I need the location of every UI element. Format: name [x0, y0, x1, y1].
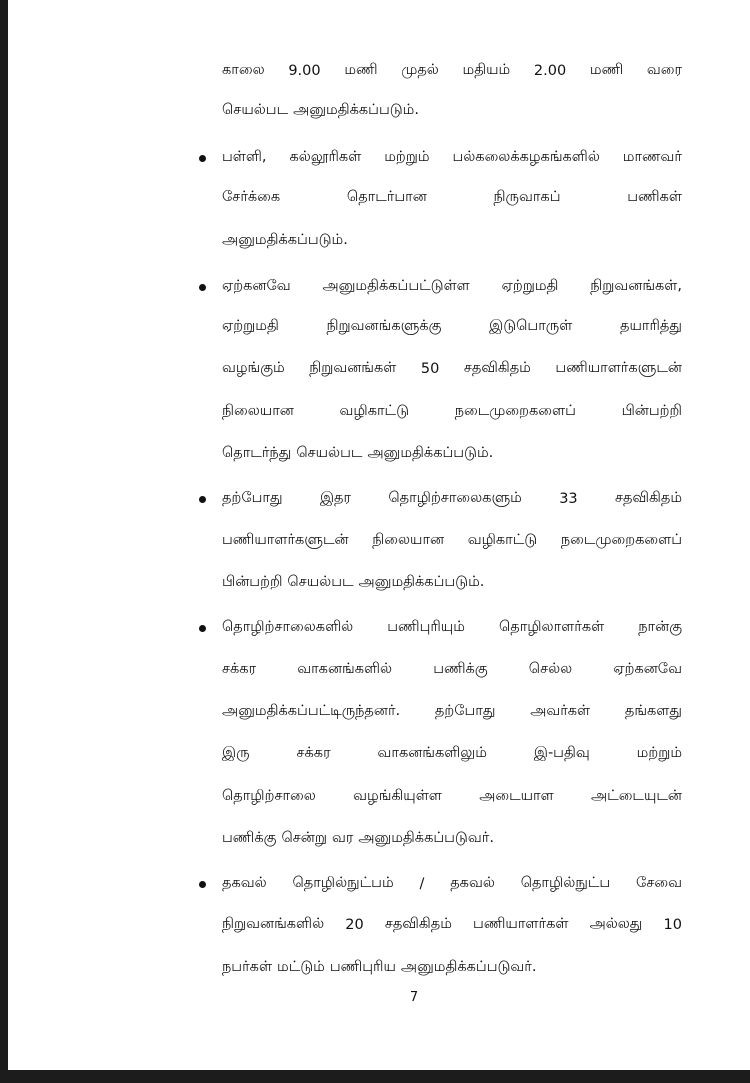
bullet-point — [199, 881, 206, 888]
word: வரை — [646, 62, 682, 78]
word: அனுமதிக்கப்பட்டிருந்தனர். — [222, 703, 401, 719]
text-line — [222, 825, 682, 853]
word: செயல்பட — [296, 445, 363, 461]
word: அல்லது — [589, 916, 643, 932]
word: நிறுவனங்கள், — [590, 278, 682, 294]
bullet-point — [199, 496, 206, 503]
text-line — [222, 527, 682, 555]
text-line — [222, 273, 682, 301]
text-line — [222, 870, 682, 898]
text-line — [222, 614, 682, 642]
page-number: 7 — [409, 990, 419, 1005]
word: தற்போது — [222, 490, 283, 506]
text-line — [222, 355, 682, 383]
word: சக்கர — [222, 661, 257, 677]
word: தற்போது — [434, 703, 496, 719]
word: வழங்கும் — [222, 360, 285, 376]
text-line — [222, 97, 682, 125]
word: நான்கு — [638, 619, 682, 635]
word: மணி — [344, 62, 378, 78]
word: ஏற்றுமதி — [222, 318, 279, 334]
word: அனுமதிக்கப்படும். — [367, 445, 494, 461]
word: 33 — [559, 491, 578, 507]
text-line — [222, 57, 682, 85]
text-line — [222, 783, 682, 811]
word: அனுமதிக்கப்படும். — [222, 232, 348, 248]
bullet-point — [199, 284, 206, 291]
word: வழிகாட்டு — [339, 403, 410, 419]
word: அனுமதிக்கப்படும். — [293, 102, 419, 118]
word: பல்கலைக்கழகங்களில் — [452, 149, 600, 165]
word: 10 — [663, 917, 682, 933]
word: நடைமுறைகளைப் — [454, 403, 576, 419]
word: பணியாளர்களுடன் — [555, 360, 682, 376]
word: சேவை — [636, 875, 682, 891]
word: மட்டும் — [277, 959, 325, 975]
text-line — [222, 398, 682, 426]
word: நடைமுறைகளைப் — [560, 532, 682, 548]
word: இ-பதிவு — [533, 745, 590, 761]
word: தங்களது — [624, 703, 682, 719]
word: தொழிற்சாலைகளும் — [388, 490, 522, 506]
word: சக்கர — [296, 745, 331, 761]
word: நிருவாகப் — [493, 189, 561, 205]
word: பணிகள் — [627, 189, 682, 205]
text-line — [222, 313, 682, 341]
word: சென்று — [281, 830, 327, 846]
word: தொடர்ந்து — [222, 445, 292, 461]
word: அவர்கள் — [530, 703, 591, 719]
word: நபர்கள் — [222, 959, 273, 975]
word: தகவல் — [450, 875, 495, 891]
word: நிலையான — [222, 403, 294, 419]
word: ஏற்றுமதி — [501, 278, 559, 294]
document-page — [8, 0, 750, 1070]
word: மணி — [589, 62, 624, 78]
text-line — [222, 911, 682, 939]
word: 50 — [420, 361, 440, 377]
word: பணிபுரிய — [329, 959, 396, 975]
word: செல்ல — [528, 661, 573, 677]
word: வாகனங்களிலும் — [377, 745, 487, 761]
word: தொழிலாளர்கள் — [498, 619, 605, 635]
text-line — [222, 485, 682, 513]
word: 2.00 — [533, 63, 567, 79]
word: தயாரித்து — [620, 318, 682, 334]
word: சதவிகிதம் — [615, 490, 682, 506]
word: தொழிற்சாலைகளில் — [222, 619, 354, 635]
bullet-point — [199, 625, 206, 632]
word: 20 — [345, 917, 364, 933]
word: இதர — [319, 490, 351, 506]
word: வழிகாட்டு — [467, 532, 538, 548]
word: நிறுவனங்கள் — [309, 360, 397, 376]
word: தொடர்பான — [346, 189, 427, 205]
word: மற்றும் — [384, 149, 430, 165]
word: தொழிற்சாலை — [222, 788, 316, 804]
word: செயல்பட — [287, 574, 354, 590]
word: தகவல் — [222, 875, 267, 891]
word: பின்பற்றி — [621, 403, 682, 419]
word: அனுமதிக்கப்பட்டுள்ள — [322, 278, 470, 294]
text-line — [222, 698, 682, 726]
word: நிலையான — [372, 532, 445, 548]
word: அனுமதிக்கப்படும். — [358, 574, 485, 590]
word: நிறுவனங்களுக்கு — [326, 318, 442, 334]
word: பள்ளி, — [222, 149, 267, 165]
word: பின்பற்றி — [222, 574, 283, 590]
word: பணிக்கு — [222, 830, 277, 846]
word: அனுமதிக்கப்படுவர். — [400, 959, 537, 975]
text-line — [222, 740, 682, 768]
text-line — [222, 954, 682, 982]
word: அனுமதிக்கப்படுவர். — [358, 830, 494, 846]
word: மற்றும் — [636, 745, 682, 761]
word: 9.00 — [288, 63, 321, 79]
word: இடுபொருள் — [489, 318, 573, 334]
word: தொழில்நுட்ப — [520, 875, 611, 891]
word: மாணவர் — [622, 149, 682, 165]
word: சதவிகிதம் — [384, 916, 452, 932]
word: வர — [331, 830, 354, 846]
word: அடையாள — [479, 788, 554, 804]
word: காலை — [222, 62, 265, 78]
word: இரு — [222, 745, 250, 761]
text-line — [222, 144, 682, 172]
word: பணியாளர்கள் — [473, 916, 569, 932]
word: மதியம் — [462, 62, 511, 78]
word: வழங்கியுள்ள — [353, 788, 442, 804]
viewer-bottom-bar — [0, 1070, 750, 1083]
text-line — [222, 440, 682, 468]
word: செயல்பட — [222, 102, 289, 118]
word: / — [419, 876, 425, 892]
word: கல்லூரிகள் — [289, 149, 362, 165]
word: முதல் — [401, 62, 439, 78]
text-line — [222, 184, 682, 212]
word: பணியாளர்களுடன் — [222, 532, 349, 548]
word: நிறுவனங்களில் — [222, 916, 325, 932]
word: சேர்க்கை — [222, 189, 281, 205]
word: தொழில்நுட்பம் — [292, 875, 394, 891]
word: பணிபுரியும் — [387, 619, 465, 635]
word: அட்டையுடன் — [591, 788, 682, 804]
word: ஏற்கனவே — [222, 278, 291, 294]
word: சதவிகிதம் — [463, 360, 531, 376]
bullet-point — [199, 155, 206, 162]
word: வாகனங்களில் — [297, 661, 393, 677]
word: பணிக்கு — [433, 661, 488, 677]
text-line — [222, 569, 682, 597]
text-line — [222, 656, 682, 684]
text-line — [222, 227, 682, 255]
word: ஏற்கனவே — [613, 661, 682, 677]
